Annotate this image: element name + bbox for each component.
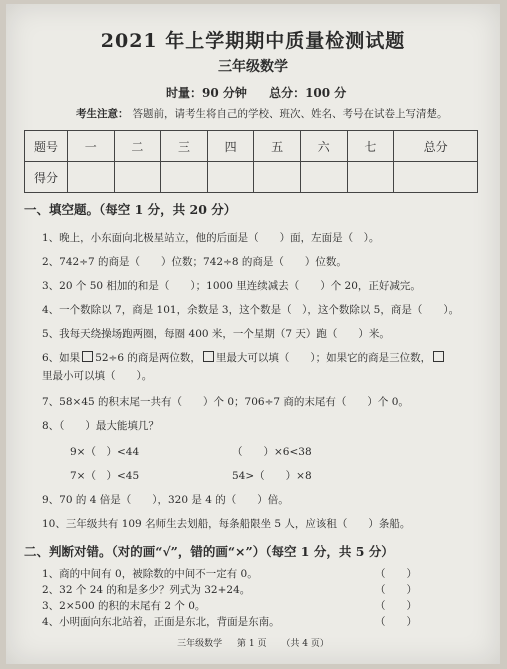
score-table-col: 总分 [394, 131, 478, 162]
question-1-8-a: 9×（ ）<44 [70, 446, 140, 458]
score-cell[interactable] [254, 162, 301, 193]
question-1-3: 3、20 个 50 相加的和是（ ）；1000 里连续减去（ ）个 20，正好减完。 [42, 280, 421, 292]
score-cell[interactable] [300, 162, 347, 193]
question-1-9: 9、70 的 4 倍是（ ），320 是 4 的（ ）倍。 [42, 494, 289, 506]
page-footer [6, 636, 500, 649]
question-1-1: 1、晚上，小东面向北极星站立，他的后面是（ ）面，左面是（ ）。 [42, 232, 380, 244]
question-2-1: 1、商的中间有 0，被除数的中间不一定有 0。 [42, 568, 258, 580]
question-1-6 [42, 350, 446, 365]
question-1-8: 8、（ ）最大能填几？ [42, 420, 159, 432]
blank-box[interactable] [82, 351, 93, 362]
score-cell[interactable] [207, 162, 254, 193]
question-1-5: 5、我每天绕操场跑两圈，每圈 400 米，一个星期（7 天）跑（ ）米。 [42, 328, 390, 340]
score-table-col: 六 [300, 131, 347, 162]
question-1-8-d: 54>（ ）×8 [232, 470, 312, 482]
total-score: 总分：100 分 [269, 86, 347, 100]
question-1-2: 2、742÷7 的商是（ ）位数；742÷8 的商是（ ）位数。 [42, 256, 347, 268]
footer-page: 第 1 页 [237, 639, 267, 649]
score-table-col: 五 [254, 131, 301, 162]
question-1-7: 7、58×45 的积末尾一共有（ ）个 0；706÷7 商的末尾有（ ）个 0。 [42, 396, 409, 408]
section-1-note: （每空 1 分，共 20 分） [99, 202, 237, 217]
score-cell[interactable] [161, 162, 208, 193]
notice-label: 考生注意： [76, 108, 129, 120]
answer-paren[interactable]: （ ） [375, 616, 417, 628]
blank-box[interactable] [433, 351, 444, 362]
q6-part-a: 6、如果 [42, 352, 81, 364]
question-1-6-cont: 里最小可以填（ ）。 [42, 370, 153, 382]
score-table [24, 130, 478, 193]
score-cell[interactable] [347, 162, 394, 193]
question-1-4: 4、一个数除以 7，商是 101，余数是 3，这个数是（ ），这个数除以 5，商是（ ）。 [42, 304, 460, 316]
section-1-heading [24, 200, 236, 218]
answer-paren[interactable]: （ ） [375, 600, 417, 612]
exam-title: 2021 年上学期期中质量检测试题 [100, 30, 406, 52]
score-cell[interactable] [68, 162, 115, 193]
score-table-score-row [25, 162, 478, 193]
score-cell[interactable] [114, 162, 161, 193]
notice-text: 答题前，请考生将自己的学校、班次、姓名、考号在试卷上写清楚。 [132, 108, 448, 120]
exam-meta [166, 84, 364, 101]
q6-part-c: 里最大可以填（ ）；如果它的商是三位数， [215, 352, 432, 364]
exam-paper [6, 4, 500, 664]
footer-total: （共 4 页） [281, 639, 329, 649]
question-2-3: 3、2×500 的积的末尾有 2 个 0。 [42, 600, 206, 612]
answer-paren[interactable]: （ ） [375, 568, 417, 580]
score-table-row-label: 得分 [25, 162, 68, 193]
score-table-row-label: 题号 [25, 131, 68, 162]
score-table-col: 一 [68, 131, 115, 162]
blank-box[interactable] [203, 351, 214, 362]
section-2-heading: 二、判断对错。（对的画“√”，错的画“×”）（每空 1 分，共 5 分） [24, 544, 394, 559]
q6-part-b: 52÷6 的商是两位数， [95, 352, 201, 364]
score-table-col: 三 [161, 131, 208, 162]
exam-subtitle: 三年级数学 [218, 59, 288, 75]
footer-subject: 三年级数学 [177, 639, 223, 649]
score-table-header-row [25, 131, 478, 162]
score-cell[interactable] [394, 162, 478, 193]
section-1-title: 一、填空题。 [24, 202, 100, 217]
answer-paren[interactable]: （ ） [375, 584, 417, 596]
score-table-col: 二 [114, 131, 161, 162]
score-table-col: 四 [207, 131, 254, 162]
exam-notice [76, 106, 448, 121]
score-table-col: 七 [347, 131, 394, 162]
question-1-8-c: 7×（ ）<45 [70, 470, 140, 482]
question-2-4: 4、小明面向东北站着，正面是东北，背面是东南。 [42, 616, 280, 628]
question-1-8-b: （ ）×6<38 [232, 446, 312, 458]
question-1-10: 10、三年级共有 109 名师生去划船，每条船限坐 5 人，应该租（ ）条船。 [42, 518, 411, 530]
time-limit: 时量：90 分钟 [166, 86, 247, 100]
question-2-2: 2、32 个 24 的和是多少？列式为 32+24。 [42, 584, 251, 596]
